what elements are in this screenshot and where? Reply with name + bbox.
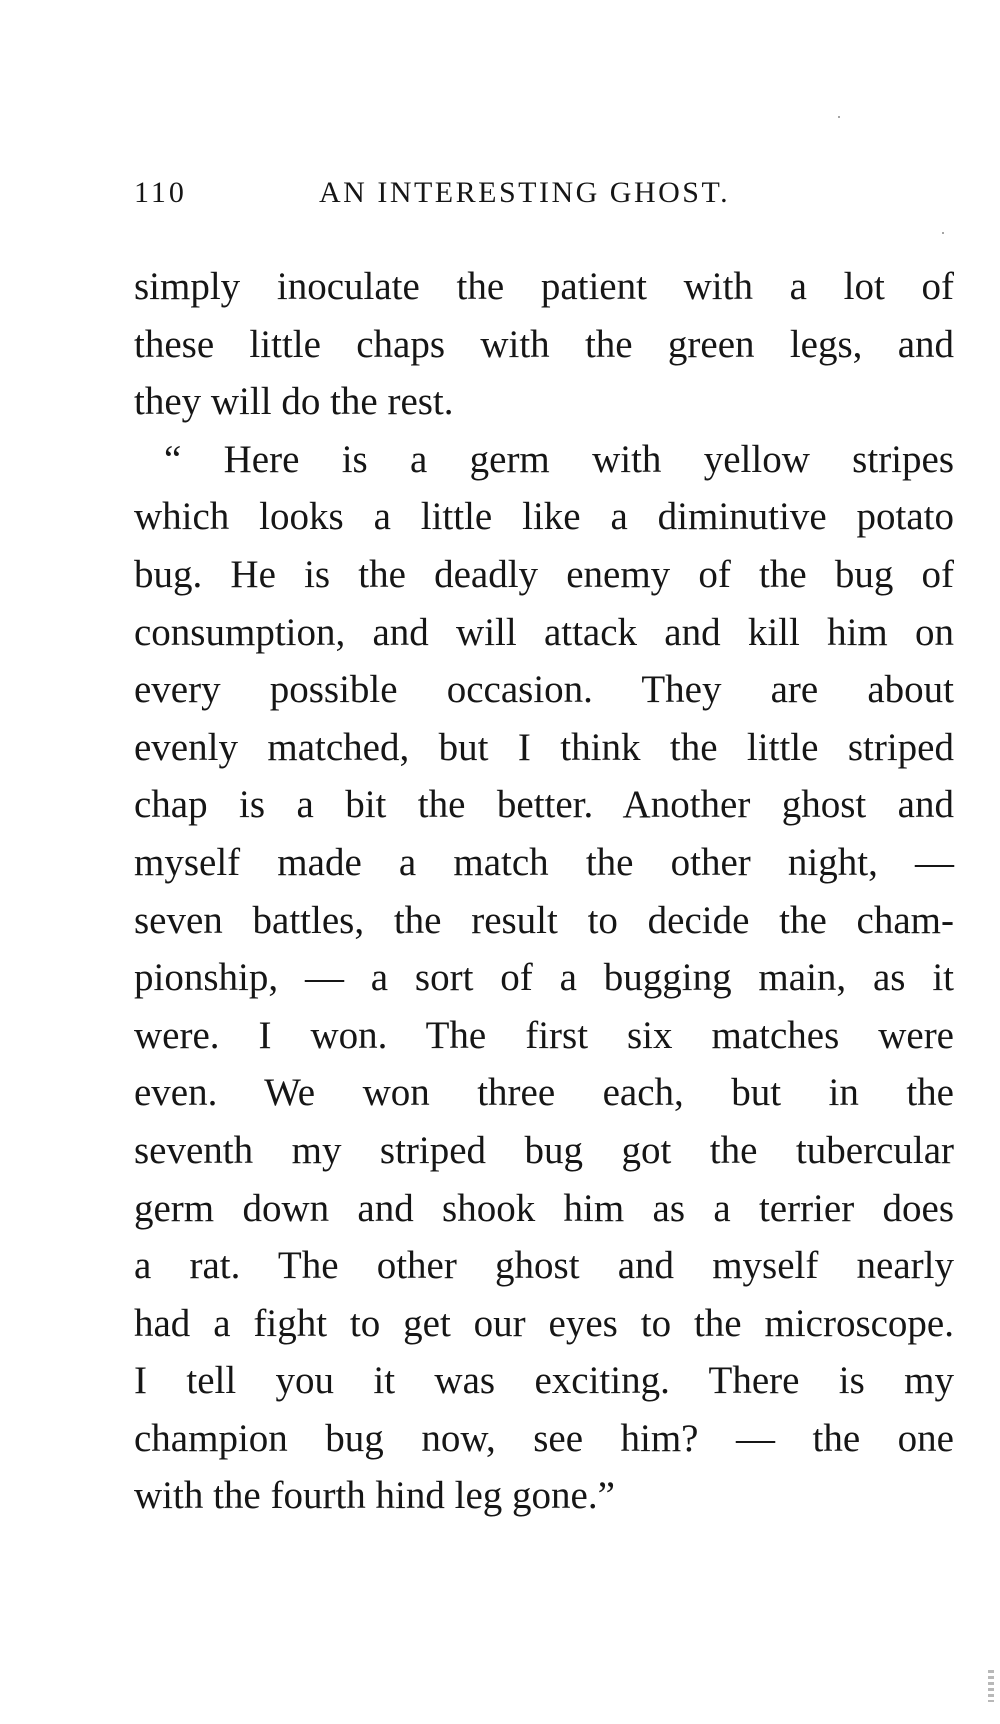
text-line: these little chaps with the green legs, and [134,322,954,366]
text-line: consumption, and will attack and kill him on [134,610,954,654]
text-line: with the fourth hind leg gone.” [134,1474,615,1518]
running-title: AN INTERESTING GHOST. [319,176,731,209]
text-line: they will do the rest. [134,380,454,424]
body-text [134,258,954,1525]
text-line: “ Here is a germ with yellow stripes [164,437,954,481]
text-line: pionship, — a sort of a bugging main, as it [134,956,954,1000]
text-line: even. We won three each, but in the [134,1071,954,1115]
text-line: every possible occasion. They are about [134,668,954,712]
text-line: which looks a little like a diminutive potato [134,495,954,539]
text-line: myself made a match the other night, — [134,840,954,884]
text-line: I tell you it was exciting. There is my [134,1359,954,1403]
page-edge-mark [988,1670,994,1702]
text-line: seven battles, the result to decide the cham- [134,898,954,942]
text-line: champion bug now, see him? — the one [134,1416,954,1460]
text-line: chap is a bit the better. Another ghost and [134,783,954,827]
text-line: seventh my striped bug got the tubercular [134,1128,954,1172]
text-line: evenly matched, but I think the little striped [134,725,954,769]
paper-speck [942,232,944,234]
text-line: had a fight to get our eyes to the microscope. [134,1301,954,1345]
text-line: a rat. The other ghost and myself nearly [134,1244,954,1288]
text-line: simply inoculate the patient with a lot of [134,265,954,308]
running-head [134,176,930,216]
text-line: bug. He is the deadly enemy of the bug of [134,552,954,596]
text-line: germ down and shook him as a terrier does [134,1186,954,1230]
page-number: 110 [134,176,187,209]
text-line: were. I won. The first six matches were [134,1013,954,1057]
paper-speck [838,116,840,118]
